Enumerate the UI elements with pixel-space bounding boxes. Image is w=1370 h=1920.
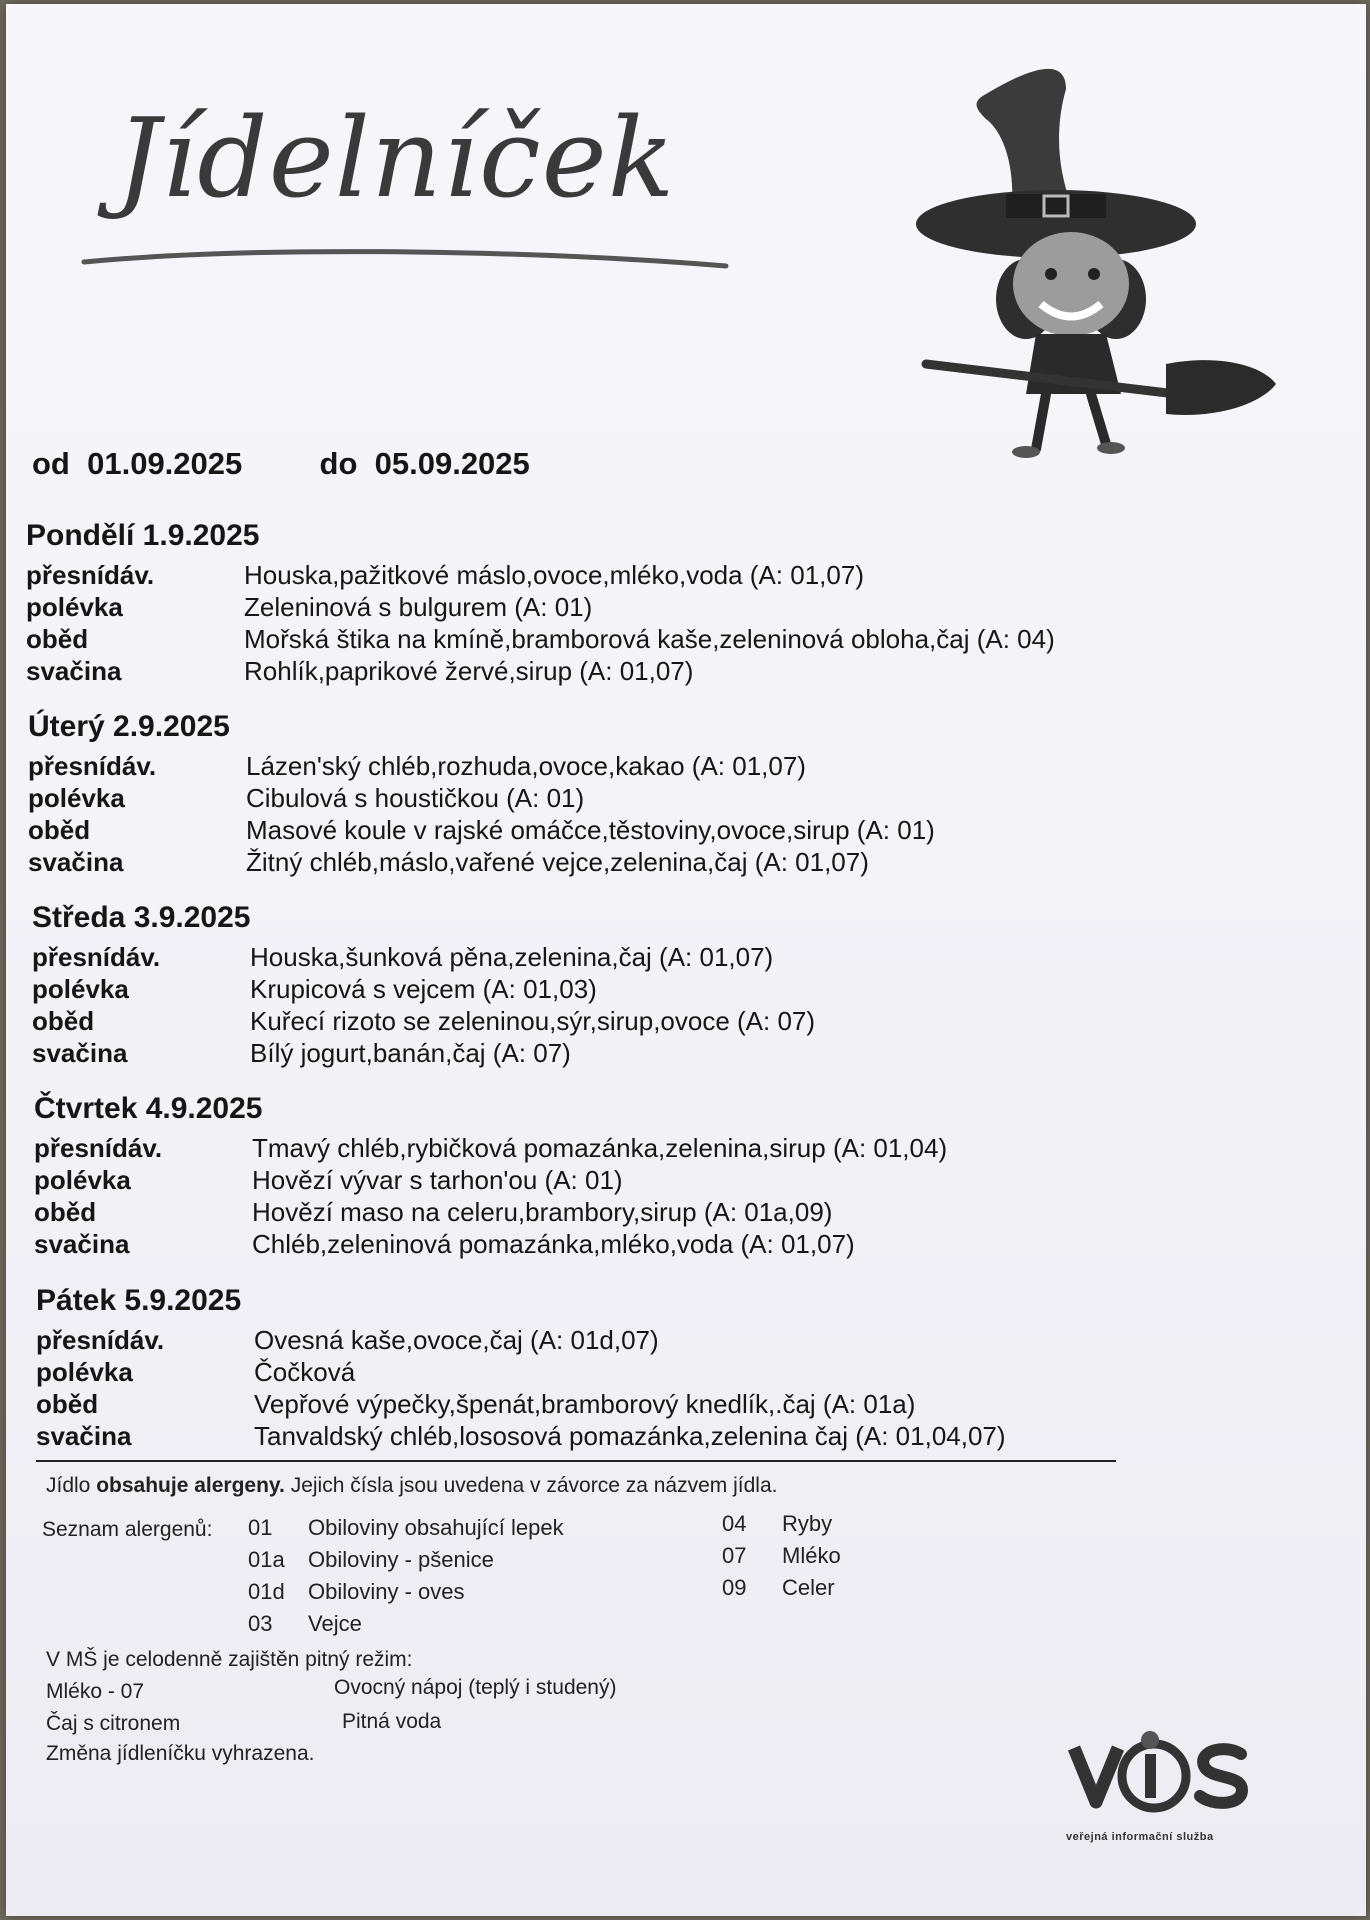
meal-name: přesnídáv. bbox=[28, 751, 157, 781]
meal-text: Zeleninová s bulgurem (A: 01) bbox=[244, 592, 593, 622]
allergen-note-bold: obsahuje alergeny. bbox=[96, 1474, 285, 1497]
meal-row bbox=[28, 846, 935, 878]
meal-text: Tanvaldský chléb,lososová pomazánka,zelenina čaj (A: 01,04,07) bbox=[254, 1421, 1006, 1451]
page-title: Jídelníček bbox=[116, 94, 676, 222]
meal-text: Vepřové výpečky,špenát,bramborový knedlík,.čaj (A: 01a) bbox=[254, 1389, 916, 1419]
allergen-list-left bbox=[248, 1512, 564, 1640]
day-friday bbox=[36, 1284, 1006, 1452]
day-title: Pátek 5.9.2025 bbox=[36, 1284, 242, 1317]
meal-row bbox=[34, 1164, 947, 1196]
divider-line bbox=[36, 1460, 1116, 1462]
drink-item: Mléko - 07 bbox=[46, 1680, 145, 1703]
allergen-name: Obiloviny obsahující lepek bbox=[308, 1515, 564, 1540]
meal-text: Houska,šunková pěna,zelenina,čaj (A: 01,07) bbox=[250, 942, 774, 972]
meal-name: oběd bbox=[36, 1389, 99, 1419]
meal-name: polévka bbox=[32, 974, 129, 1004]
meal-text: Čočková bbox=[254, 1357, 356, 1387]
allergen-list-right bbox=[722, 1508, 841, 1604]
allergen-row bbox=[248, 1512, 564, 1544]
meal-row bbox=[26, 623, 1055, 655]
meal-row bbox=[36, 1420, 1006, 1452]
allergen-code: 09 bbox=[722, 1575, 747, 1600]
drink-item: Čaj s citronem bbox=[46, 1712, 181, 1735]
day-title: Úterý 2.9.2025 bbox=[28, 710, 230, 743]
meal-name: přesnídáv. bbox=[26, 560, 155, 590]
meal-row bbox=[32, 1037, 815, 1069]
meal-name: přesnídáv. bbox=[32, 942, 161, 972]
meal-text: Krupicová s vejcem (A: 01,03) bbox=[250, 974, 597, 1004]
drink-item: Pitná voda bbox=[342, 1710, 442, 1733]
vis-logo-mark bbox=[1066, 1720, 1266, 1820]
meal-text: Houska,pažitkové máslo,ovoce,mléko,voda (A: 01,07) bbox=[244, 560, 864, 590]
meal-text: Hovězí maso na celeru,brambory,sirup (A: 01a,09) bbox=[252, 1197, 833, 1227]
meal-text: Hovězí vývar s tarhon'ou (A: 01) bbox=[252, 1165, 623, 1195]
allergen-row bbox=[248, 1544, 564, 1576]
allergen-code: 07 bbox=[722, 1543, 747, 1568]
meal-row bbox=[34, 1228, 947, 1260]
meal-name: oběd bbox=[34, 1197, 97, 1227]
allergen-note-prefix: Jídlo bbox=[46, 1474, 97, 1497]
meal-text: Masové koule v rajské omáčce,těstoviny,ovoce,sirup (A: 01) bbox=[246, 815, 935, 845]
day-thursday bbox=[34, 1092, 947, 1260]
meal-name: svačina bbox=[36, 1421, 132, 1451]
meal-name: polévka bbox=[26, 592, 123, 622]
meal-name: přesnídáv. bbox=[36, 1325, 165, 1355]
drink-item: Ovocný nápoj (teplý i studený) bbox=[334, 1676, 617, 1699]
meal-row bbox=[28, 750, 935, 782]
allergen-code: 01d bbox=[248, 1579, 285, 1604]
meal-text: Tmavý chléb,rybičková pomazánka,zelenina,sirup (A: 01,04) bbox=[252, 1133, 948, 1163]
change-note: Změna jídleníčku vyhrazena. bbox=[46, 1742, 315, 1765]
meal-name: polévka bbox=[36, 1357, 133, 1387]
allergen-row bbox=[248, 1608, 564, 1640]
allergen-name: Ryby bbox=[782, 1511, 833, 1536]
range-from-label: od bbox=[32, 446, 70, 481]
meal-text: Ovesná kaše,ovoce,čaj (A: 01d,07) bbox=[254, 1325, 659, 1355]
meal-text: Mořská štika na kmíně,bramborová kaše,zeleninová obloha,čaj (A: 04) bbox=[244, 624, 1055, 654]
day-wednesday bbox=[32, 901, 815, 1069]
day-title: Středa 3.9.2025 bbox=[32, 901, 251, 934]
meal-row bbox=[28, 814, 935, 846]
allergen-row bbox=[248, 1576, 564, 1608]
meal-name: polévka bbox=[28, 783, 125, 813]
allergen-name: Mléko bbox=[782, 1543, 841, 1568]
allergen-name: Obiloviny - pšenice bbox=[308, 1547, 494, 1572]
range-to-label: do bbox=[319, 446, 358, 481]
meal-row bbox=[32, 973, 815, 1005]
meal-row bbox=[28, 782, 935, 814]
day-title: Pondělí 1.9.2025 bbox=[26, 519, 260, 552]
allergen-name: Vejce bbox=[308, 1611, 362, 1636]
allergen-code: 01a bbox=[248, 1547, 285, 1572]
title-block bbox=[76, 84, 756, 284]
allergen-note bbox=[46, 1474, 777, 1498]
meal-text: Žitný chléb,máslo,vařené vejce,zelenina,čaj (A: 01,07) bbox=[246, 847, 869, 877]
meal-name: oběd bbox=[26, 624, 89, 654]
meal-row bbox=[32, 941, 815, 973]
meal-row bbox=[34, 1132, 947, 1164]
allergen-row bbox=[722, 1508, 841, 1540]
drinks-heading: V MŠ je celodenně zajištěn pitný režim: bbox=[46, 1648, 413, 1671]
meal-text: Cibulová s houstičkou (A: 01) bbox=[246, 783, 585, 813]
day-tuesday bbox=[28, 710, 935, 878]
allergen-row bbox=[722, 1540, 841, 1572]
allergen-code: 04 bbox=[722, 1511, 747, 1536]
allergen-row bbox=[722, 1572, 841, 1604]
meal-row bbox=[34, 1196, 947, 1228]
meal-row bbox=[26, 591, 1055, 623]
meal-text: Lázen'ský chléb,rozhuda,ovoce,kakao (A: 01,07) bbox=[246, 751, 806, 781]
meal-row bbox=[36, 1324, 1006, 1356]
vis-logo-text: veřejná informační služba bbox=[1066, 1831, 1214, 1843]
meal-name: oběd bbox=[28, 815, 91, 845]
allergen-note-suffix: Jejich čísla jsou uvedena v závorce za názvem jídla. bbox=[284, 1474, 778, 1497]
meal-name: svačina bbox=[32, 1038, 128, 1068]
meal-name: svačina bbox=[28, 847, 124, 877]
meal-name: svačina bbox=[26, 656, 122, 686]
meal-text: Chléb,zeleninová pomazánka,mléko,voda (A: 01,07) bbox=[252, 1229, 855, 1259]
vis-logo bbox=[1066, 1720, 1266, 1850]
meal-row bbox=[32, 1005, 815, 1037]
date-range bbox=[32, 446, 530, 482]
meal-row bbox=[26, 655, 1055, 687]
allergen-name: Celer bbox=[782, 1575, 835, 1600]
meal-row bbox=[36, 1356, 1006, 1388]
allergen-name: Obiloviny - oves bbox=[308, 1579, 465, 1604]
meal-text: Bílý jogurt,banán,čaj (A: 07) bbox=[250, 1038, 571, 1068]
day-monday bbox=[26, 519, 1055, 687]
meal-name: svačina bbox=[34, 1229, 130, 1259]
witch-illustration bbox=[916, 64, 1276, 464]
allergen-list-label: Seznam alergenů: bbox=[42, 1518, 213, 1541]
meal-row bbox=[26, 559, 1055, 591]
meal-name: oběd bbox=[32, 1006, 95, 1036]
meal-text: Kuřecí rizoto se zeleninou,sýr,sirup,ovoce (A: 07) bbox=[250, 1006, 816, 1036]
meal-name: polévka bbox=[34, 1165, 131, 1195]
menu-sheet bbox=[6, 4, 1366, 1916]
day-title: Čtvrtek 4.9.2025 bbox=[34, 1092, 263, 1125]
allergen-code: 03 bbox=[248, 1611, 273, 1636]
meal-row bbox=[36, 1388, 1006, 1420]
range-to-date: 05.09.2025 bbox=[374, 446, 530, 481]
meal-text: Rohlík,paprikové žervé,sirup (A: 01,07) bbox=[244, 656, 694, 686]
meal-name: přesnídáv. bbox=[34, 1133, 163, 1163]
allergen-code: 01 bbox=[248, 1515, 273, 1540]
range-from-date: 01.09.2025 bbox=[87, 446, 243, 481]
